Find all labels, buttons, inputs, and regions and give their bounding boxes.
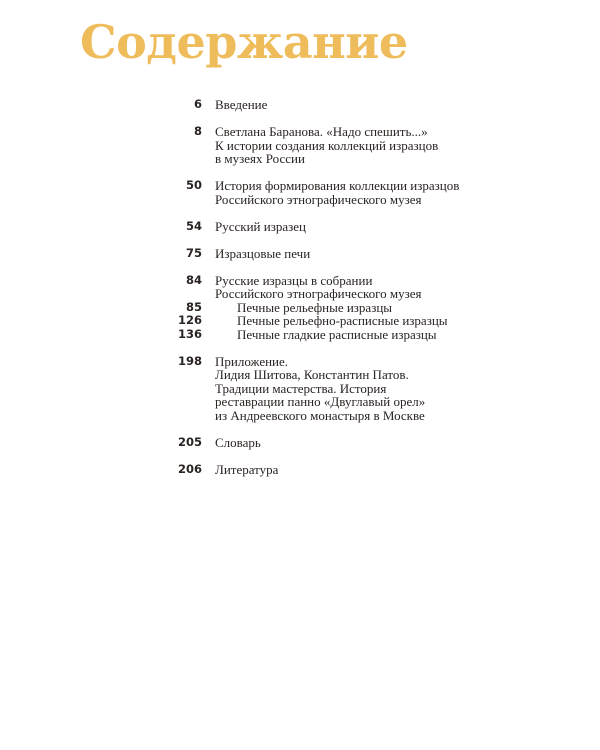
toc-entry-line: Литература: [215, 461, 279, 477]
toc-entry-title: [215, 247, 600, 261]
toc-entry-line: реставрации панно «Двуглавый орел»: [215, 394, 426, 409]
toc-page-number: 85: [185, 299, 202, 314]
toc-entry-collection-history[interactable]: [0, 179, 600, 206]
toc-entry-title: [215, 179, 600, 206]
toc-entry-line: Русские изразцы в собрании: [215, 272, 373, 288]
toc-entry-title: [237, 301, 600, 315]
toc-page-number: 205: [177, 434, 202, 449]
toc-page-number: 8: [193, 124, 202, 138]
toc-page-number: 84: [185, 272, 202, 287]
toc-entry-line: История формирования коллекции изразцов: [215, 178, 460, 193]
toc-entry-line: К истории создания коллекций изразцов: [215, 137, 439, 153]
toc-entry-title: [215, 98, 600, 112]
toc-entry-line: Приложение.: [215, 353, 289, 369]
toc-page-number: 136: [177, 326, 202, 341]
toc-entry-title: [215, 355, 600, 423]
toc-page-number: 75: [185, 245, 202, 260]
toc-entry-appendix[interactable]: [0, 355, 600, 423]
toc-entry-line: Введение: [215, 97, 268, 112]
table-of-contents: [0, 98, 600, 476]
toc-entry-title: [237, 314, 600, 328]
toc-entry-line: Российского этнографического музея: [215, 191, 422, 207]
toc-entry-title: [237, 328, 600, 342]
toc-entry-glossary[interactable]: [0, 436, 600, 450]
toc-entry-line: Светлана Баранова. «Надо спешить...»: [215, 124, 428, 139]
toc-entry-line: Печные гладкие расписные изразцы: [237, 326, 437, 342]
toc-page-number: 126: [177, 313, 202, 327]
toc-entry-line: Изразцовые печи: [215, 245, 311, 261]
toc-page-number: 50: [185, 178, 202, 192]
toc-entry-line: Русский изразец: [215, 218, 306, 234]
toc-entry-line: Печные рельефно-расписные изразцы: [237, 313, 448, 328]
page-title: Содержание: [80, 15, 408, 69]
toc-entry-line: Лидия Шитова, Константин Патов.: [215, 367, 409, 382]
toc-entry-line: Печные рельефные изразцы: [237, 299, 393, 315]
toc-entry-line: из Андреевского монастыря в Москве: [215, 407, 425, 423]
toc-entry-introduction[interactable]: [0, 98, 600, 112]
toc-entry-museum-tiles[interactable]: [0, 274, 600, 301]
toc-subentry-relief-painted-tiles[interactable]: [0, 314, 600, 328]
toc-entry-line: Традиции мастерства. История: [215, 380, 387, 396]
toc-entry-line: в музеях России: [215, 151, 305, 166]
toc-entry-title: [215, 125, 600, 166]
toc-subentry-smooth-painted-tiles[interactable]: [0, 328, 600, 342]
toc-entry-line: Словарь: [215, 434, 261, 450]
toc-page-number: 54: [185, 218, 202, 233]
toc-page-number: 6: [193, 97, 202, 111]
toc-subentry-relief-tiles[interactable]: [0, 301, 600, 315]
toc-entry-title: [215, 463, 600, 477]
toc-entry-title: [215, 220, 600, 234]
toc-page-number: 206: [177, 461, 202, 476]
toc-page-number: 198: [177, 353, 202, 368]
toc-entry-baranova[interactable]: [0, 125, 600, 166]
toc-entry-line: Российского этнографического музея: [215, 286, 422, 301]
toc-entry-title: [215, 436, 600, 450]
toc-entry-title: [215, 274, 600, 301]
toc-entry-literature[interactable]: [0, 463, 600, 477]
toc-entry-russian-tile[interactable]: [0, 220, 600, 234]
toc-entry-tiled-stoves[interactable]: [0, 247, 600, 261]
